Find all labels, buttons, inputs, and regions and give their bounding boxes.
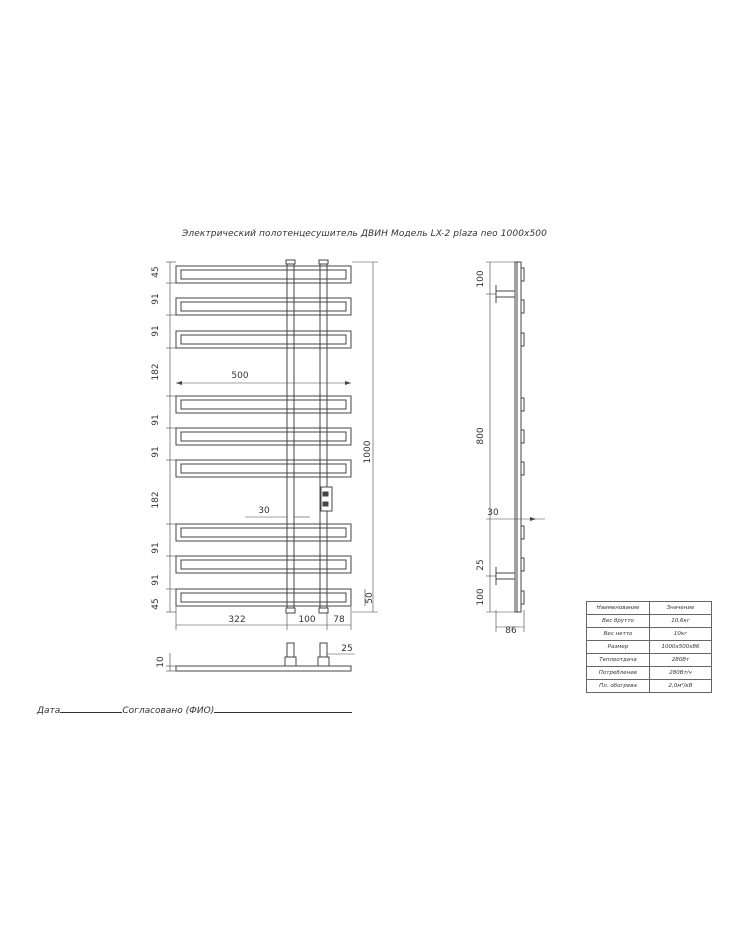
dim-height: 1000 xyxy=(363,440,373,464)
side-dim-main: 800 xyxy=(476,427,486,445)
left-pipe-top-cap xyxy=(286,260,295,264)
dim-bottom-1: 322 xyxy=(228,615,246,625)
approved-line[interactable] xyxy=(214,703,352,713)
top-view-pipes xyxy=(285,643,329,666)
bar-5 xyxy=(176,428,351,445)
dim-right-bottom: 50 xyxy=(365,592,375,604)
table-row xyxy=(587,615,712,628)
dim-left-4: 182 xyxy=(151,363,161,381)
dim-left-10: 45 xyxy=(151,598,161,610)
dim-bottom-2: 100 xyxy=(298,615,316,625)
spec-cell: Наименование xyxy=(587,602,650,615)
spec-cell: Теплоотдача xyxy=(587,654,650,667)
table-row xyxy=(587,602,712,615)
dim-left-5: 91 xyxy=(151,414,161,426)
heater-box xyxy=(321,487,332,511)
spec-cell: 1000х500х86 xyxy=(650,641,712,654)
top-dim-pipe: 25 xyxy=(341,644,353,654)
spec-cell: Значение xyxy=(650,602,712,615)
dim-left-6: 91 xyxy=(151,446,161,458)
top-view-bar xyxy=(176,666,351,671)
side-dim-depth: 86 xyxy=(505,626,517,636)
dim-left-7: 182 xyxy=(151,491,161,509)
dim-left-9: 91 xyxy=(151,574,161,586)
spec-cell: 2,0м²/кВ xyxy=(650,680,712,693)
approved-label: Согласовано (ФИО) xyxy=(122,706,215,716)
bar-6 xyxy=(176,460,351,477)
bar-7 xyxy=(176,524,351,541)
bar-3 xyxy=(176,331,351,348)
spec-table xyxy=(586,601,712,693)
side-wall-bracket-bottom xyxy=(496,573,515,579)
top-dim-thickness: 10 xyxy=(156,656,166,668)
spec-cell: 280Вт xyxy=(650,654,712,667)
dim-width: 500 xyxy=(231,371,249,381)
spec-cell: 10кг xyxy=(650,628,712,641)
side-dim-top: 100 xyxy=(476,270,486,288)
dim-left-2: 91 xyxy=(151,293,161,305)
spec-cell: Размер xyxy=(587,641,650,654)
date-label: Дата xyxy=(37,706,61,716)
side-dim-bottom: 100 xyxy=(476,588,486,606)
right-pipe-bottom-cap xyxy=(319,608,328,613)
date-line[interactable] xyxy=(60,703,122,713)
side-profile xyxy=(515,262,521,612)
side-dim-mount: 30 xyxy=(487,508,499,518)
table-row xyxy=(587,680,712,693)
dim-left-1: 45 xyxy=(151,266,161,278)
spec-cell: Потребление xyxy=(587,667,650,680)
spec-cell: 280Вт/ч xyxy=(650,667,712,680)
bar-8 xyxy=(176,556,351,573)
table-row xyxy=(587,641,712,654)
dim-bottom-3: 78 xyxy=(333,615,345,625)
dim-gap: 30 xyxy=(258,506,270,516)
right-pipe-top-cap xyxy=(319,260,328,264)
spec-cell: Вес брутто xyxy=(587,615,650,628)
spec-cell: Пл. обогрева xyxy=(587,680,650,693)
side-wall-bracket-top xyxy=(496,291,515,297)
table-row xyxy=(587,654,712,667)
spec-cell: Вес нетто xyxy=(587,628,650,641)
bar-4 xyxy=(176,396,351,413)
table-row xyxy=(587,628,712,641)
bar-1 xyxy=(176,266,351,283)
bar-2 xyxy=(176,298,351,315)
bar-9 xyxy=(176,589,351,606)
left-pipe-bottom-cap xyxy=(286,608,295,613)
side-dim-25: 25 xyxy=(476,559,486,571)
dim-left-3: 91 xyxy=(151,325,161,337)
table-row xyxy=(587,667,712,680)
spec-cell: 10,6кг xyxy=(650,615,712,628)
drawing-title: Электрический полотенцесушитель ДВИН Модель LX-2 plaza neo 1000x500 xyxy=(182,229,547,239)
dim-left-8: 91 xyxy=(151,542,161,554)
approval-footer xyxy=(37,703,352,716)
